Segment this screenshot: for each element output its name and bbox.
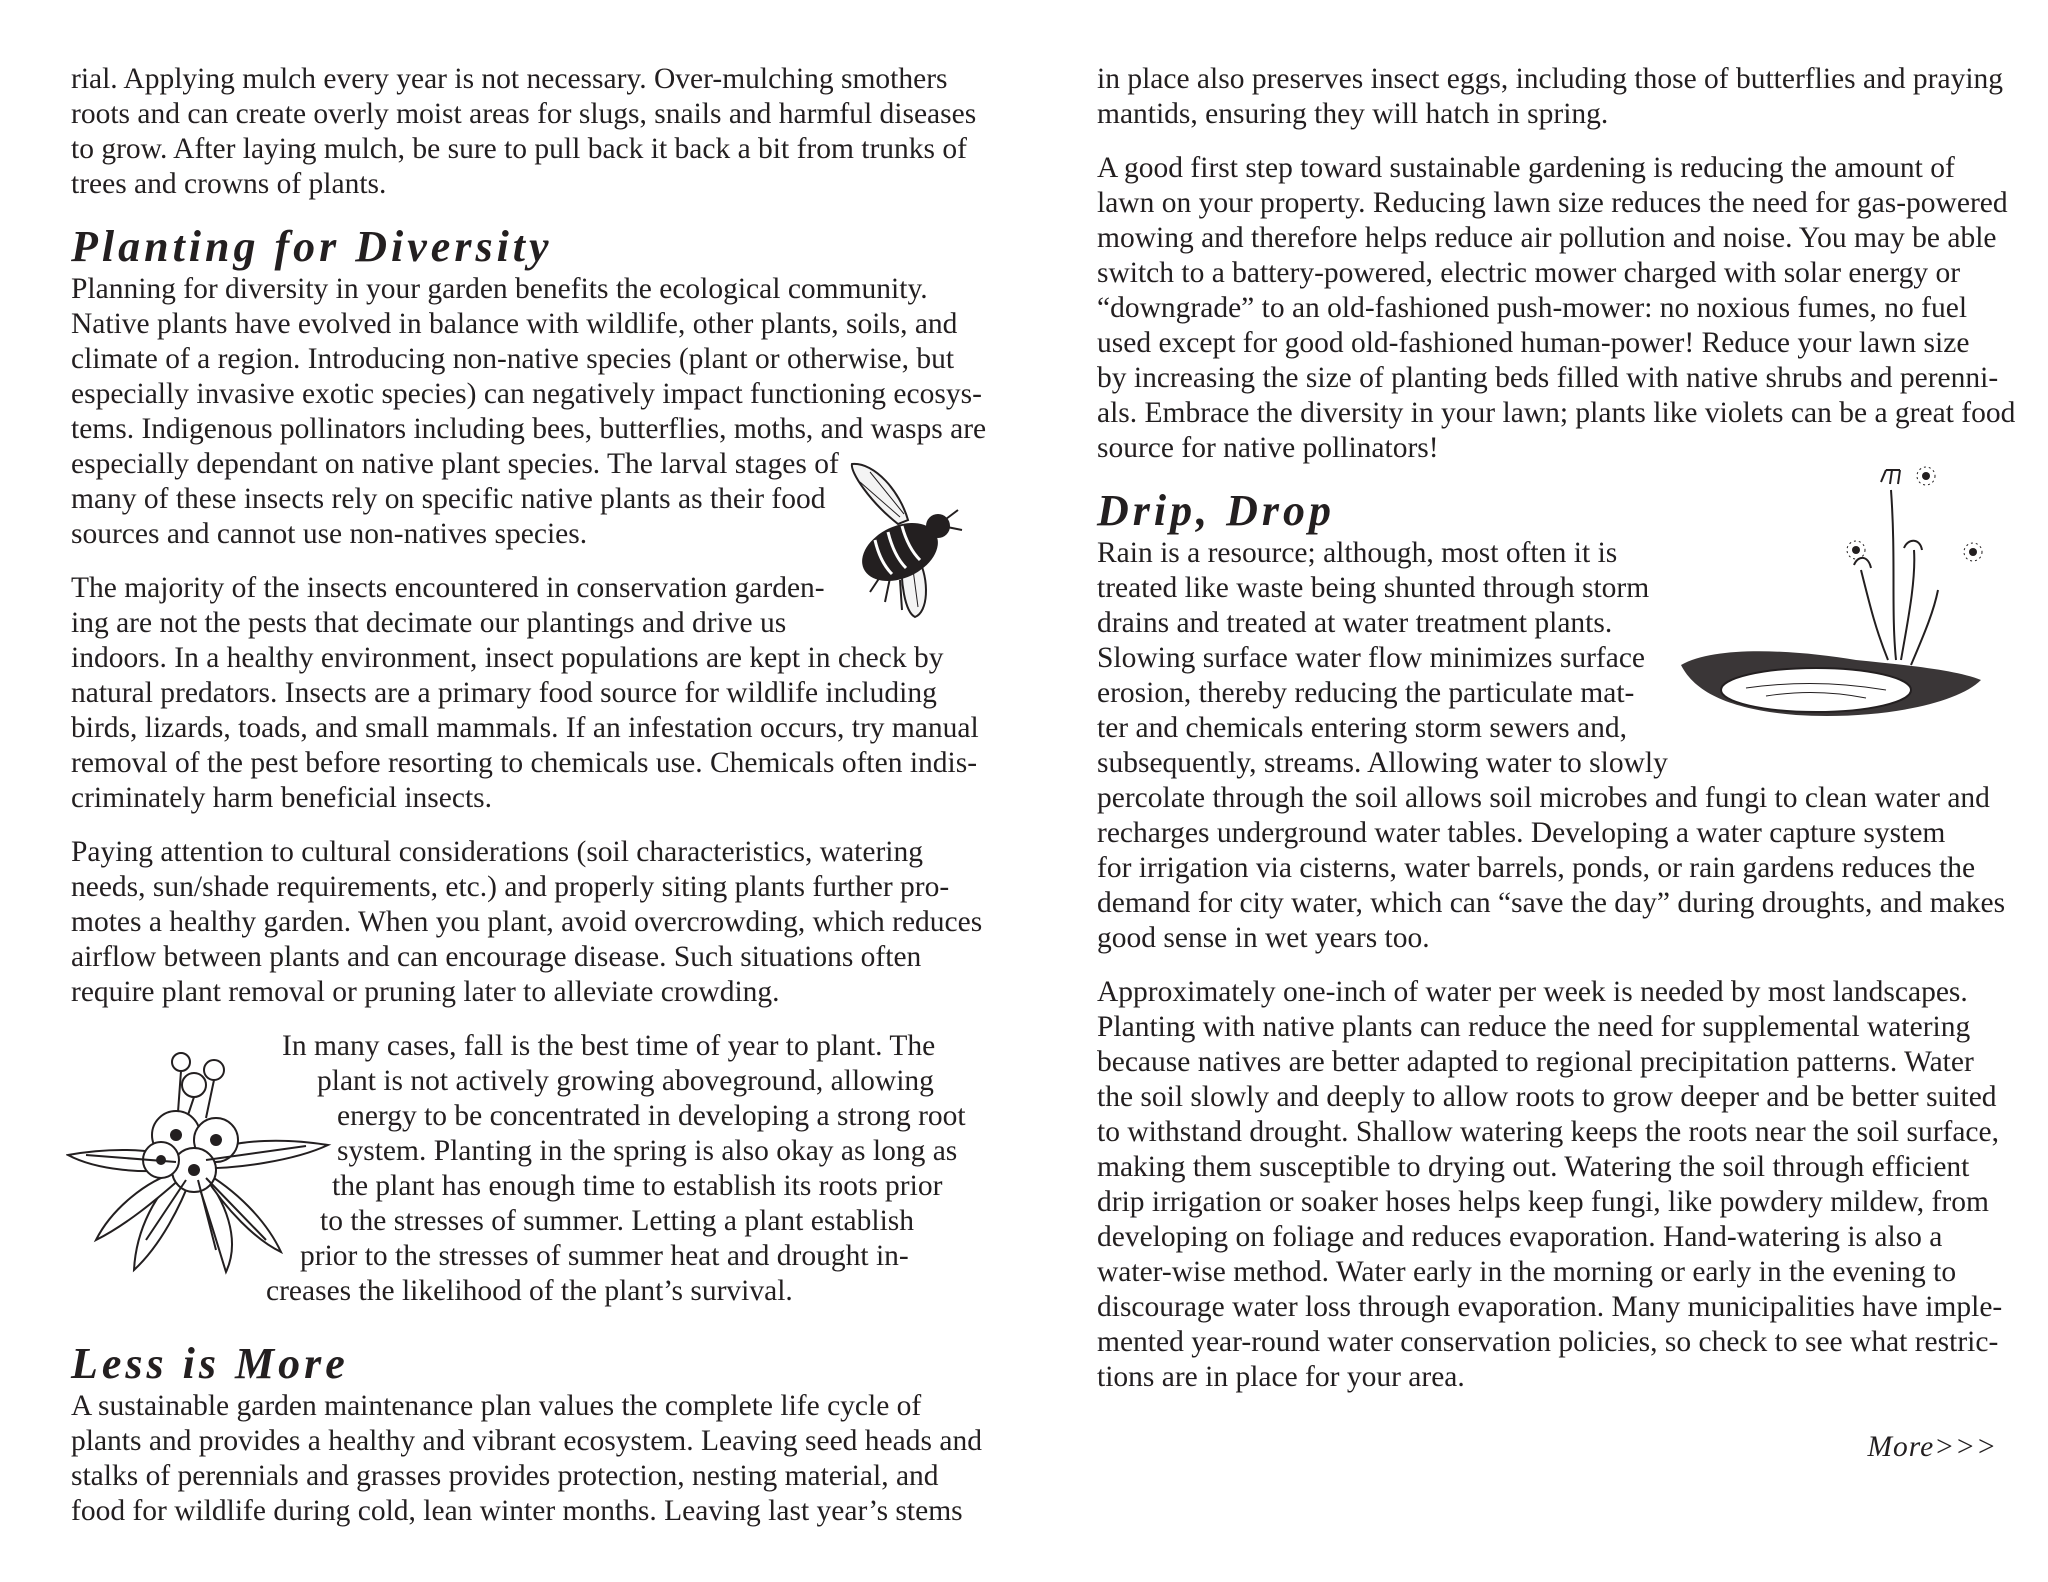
text-line: birds, lizards, toads, and small mammals. If an infestation occurs, try manual bbox=[71, 712, 979, 744]
text-line: The majority of the insects encountered in conservation garden- bbox=[71, 572, 825, 604]
text-line: percolate through the soil allows soil microbes and fungi to clean water and bbox=[1097, 782, 1990, 814]
text-line: Planning for diversity in your garden benefits the ecological community. bbox=[71, 273, 928, 305]
text-line: water-wise method. Water early in the morning or early in the evening to bbox=[1097, 1256, 1957, 1288]
text-line: developing on foliage and reduces evaporation. Hand-watering is also a bbox=[1097, 1221, 1943, 1253]
text-line: especially dependant on native plant species. The larval stages of bbox=[71, 448, 839, 480]
text-line: especially invasive exotic species) can negatively impact functioning ecosys- bbox=[71, 378, 982, 410]
section-heading-drip-drop: Drip, Drop bbox=[1097, 486, 1336, 535]
text-line: climate of a region. Introducing non-native species (plant or otherwise, but bbox=[71, 343, 955, 375]
text-line: the soil slowly and deeply to allow roots to grow deeper and be better suited bbox=[1097, 1081, 1997, 1113]
lawn-paragraph bbox=[1097, 151, 2016, 466]
text-line: because natives are better adapted to regional precipitation patterns. Water bbox=[1097, 1046, 1974, 1078]
text-line: tions are in place for your area. bbox=[1097, 1361, 1465, 1393]
text-line: drains and treated at water treatment plants. bbox=[1097, 607, 1613, 639]
text-line: Paying attention to cultural considerations (soil characteristics, watering bbox=[71, 836, 923, 868]
text-line: natural predators. Insects are a primary food source for wildlife including bbox=[71, 677, 937, 709]
text-line: require plant removal or pruning later to alleviate crowding. bbox=[71, 976, 780, 1008]
text-line: system. Planting in the spring is also okay as long as bbox=[337, 1135, 958, 1167]
text-line: needs, sun/shade requirements, etc.) and properly siting plants further pro- bbox=[71, 871, 950, 903]
text-line: Slowing surface water flow minimizes surface bbox=[1097, 642, 1646, 674]
text-line: demand for city water, which can “save the day” during droughts, and makes bbox=[1097, 887, 2006, 919]
text-line: to withstand drought. Shallow watering keeps the roots near the soil surface, bbox=[1097, 1116, 1999, 1148]
text-line: switch to a battery-powered, electric mower charged with solar energy or bbox=[1097, 257, 1961, 289]
text-line: by increasing the size of planting beds filled with native shrubs and perenni- bbox=[1097, 362, 1999, 394]
text-line: Approximately one-inch of water per week is needed by most landscapes. bbox=[1097, 976, 1968, 1008]
text-line: in place also preserves insect eggs, including those of butterflies and praying bbox=[1097, 63, 2004, 95]
text-line: prior to the stresses of summer heat and drought in- bbox=[300, 1240, 909, 1272]
text-line: to the stresses of summer. Letting a plant establish bbox=[320, 1205, 914, 1237]
text-line: making them susceptible to drying out. Watering the soil through efficient bbox=[1097, 1151, 1970, 1183]
text-line: plant is not actively growing aboveground, allowing bbox=[317, 1065, 934, 1097]
section-heading-diversity: Planting for Diversity bbox=[71, 222, 553, 271]
text-line: plants and provides a healthy and vibrant ecosystem. Leaving seed heads and bbox=[71, 1425, 982, 1457]
text-line: Rain is a resource; although, most often it is bbox=[1097, 537, 1618, 569]
text-line: used except for good old-fashioned human-power! Reduce your lawn size bbox=[1097, 327, 1970, 359]
text-line: roots and can create overly moist areas for slugs, snails and harmful diseases bbox=[71, 98, 977, 130]
text-line: motes a healthy garden. When you plant, avoid overcrowding, which reduces bbox=[71, 906, 983, 938]
left-column bbox=[71, 62, 987, 1529]
continued-paragraph bbox=[1097, 62, 2004, 132]
text-line: In many cases, fall is the best time of year to plant. The bbox=[282, 1030, 936, 1062]
text-line: removal of the pest before resorting to chemicals use. Chemicals often indis- bbox=[71, 747, 978, 779]
text-line: ing are not the pests that decimate our plantings and drive us bbox=[71, 607, 787, 639]
text-line: rial. Applying mulch every year is not necessary. Over-mulching smothers bbox=[71, 63, 948, 95]
text-line: lawn on your property. Reducing lawn size reduces the need for gas-powered bbox=[1097, 187, 2008, 219]
text-line: good sense in wet years too. bbox=[1097, 922, 1430, 954]
text-line: indoors. In a healthy environment, insect populations are kept in check by bbox=[71, 642, 944, 674]
text-line: treated like waste being shunted through storm bbox=[1097, 572, 1650, 604]
text-line: the plant has enough time to establish its roots prior bbox=[332, 1170, 943, 1202]
section-heading-less-is-more: Less is More bbox=[71, 1339, 349, 1388]
text-line: mantids, ensuring they will hatch in spring. bbox=[1097, 98, 1609, 130]
diversity-paragraph-3 bbox=[71, 835, 983, 1010]
text-line: energy to be concentrated in developing a strong root bbox=[337, 1100, 966, 1132]
text-line: A sustainable garden maintenance plan values the complete life cycle of bbox=[71, 1390, 922, 1422]
text-line: to grow. After laying mulch, be sure to pull back it back a bit from trunks of bbox=[71, 133, 967, 165]
text-line: ter and chemicals entering storm sewers and, bbox=[1097, 712, 1627, 744]
text-line: Native plants have evolved in balance with wildlife, other plants, soils, and bbox=[71, 308, 958, 340]
text-line: “downgrade” to an old-fashioned push-mower: no noxious fumes, no fuel bbox=[1097, 292, 1968, 324]
intro-paragraph bbox=[71, 62, 977, 202]
puddle-illustration bbox=[1676, 460, 1986, 740]
text-line: drip irrigation or soaker hoses helps keep fungi, like powdery mildew, from bbox=[1097, 1186, 1989, 1218]
less-paragraph-1 bbox=[71, 1389, 982, 1529]
flower-illustration bbox=[66, 1040, 336, 1280]
text-line: mowing and therefore helps reduce air pollution and noise. You may be able bbox=[1097, 222, 1997, 254]
text-line: criminately harm beneficial insects. bbox=[71, 782, 493, 814]
text-line: Planting with native plants can reduce the need for supplemental watering bbox=[1097, 1011, 1971, 1043]
text-line: trees and crowns of plants. bbox=[71, 168, 387, 200]
text-line: erosion, thereby reducing the particulate mat- bbox=[1097, 677, 1635, 709]
text-line: creases the likelihood of the plant’s survival. bbox=[266, 1275, 793, 1307]
text-line: stalks of perennials and grasses provides protection, nesting material, and bbox=[71, 1460, 939, 1492]
text-line: tems. Indigenous pollinators including bees, butterflies, moths, and wasps are bbox=[71, 413, 987, 445]
text-line: discourage water loss through evaporation. Many municipalities have imple- bbox=[1097, 1291, 2003, 1323]
text-line: source for native pollinators! bbox=[1097, 432, 1439, 464]
text-line: for irrigation via cisterns, water barrels, ponds, or rain gardens reduces the bbox=[1097, 852, 1976, 884]
more-link[interactable]: More>>> bbox=[1867, 1431, 1997, 1463]
bee-illustration bbox=[830, 462, 965, 622]
text-line: subsequently, streams. Allowing water to slowly bbox=[1097, 747, 1668, 779]
text-line: A good first step toward sustainable gardening is reducing the amount of bbox=[1097, 152, 1955, 184]
text-line: sources and cannot use non-natives species. bbox=[71, 518, 588, 550]
text-line: mented year-round water conservation policies, so check to see what restric- bbox=[1097, 1326, 1999, 1358]
text-line: als. Embrace the diversity in your lawn; plants like violets can be a great food bbox=[1097, 397, 2016, 429]
text-line: many of these insects rely on specific native plants as their food bbox=[71, 483, 826, 515]
text-line: food for wildlife during cold, lean winter months. Leaving last year’s stems bbox=[71, 1495, 963, 1527]
text-line: recharges underground water tables. Developing a water capture system bbox=[1097, 817, 1946, 849]
text-line: airflow between plants and can encourage disease. Such situations often bbox=[71, 941, 922, 973]
drip-paragraph-2 bbox=[1097, 975, 2003, 1395]
